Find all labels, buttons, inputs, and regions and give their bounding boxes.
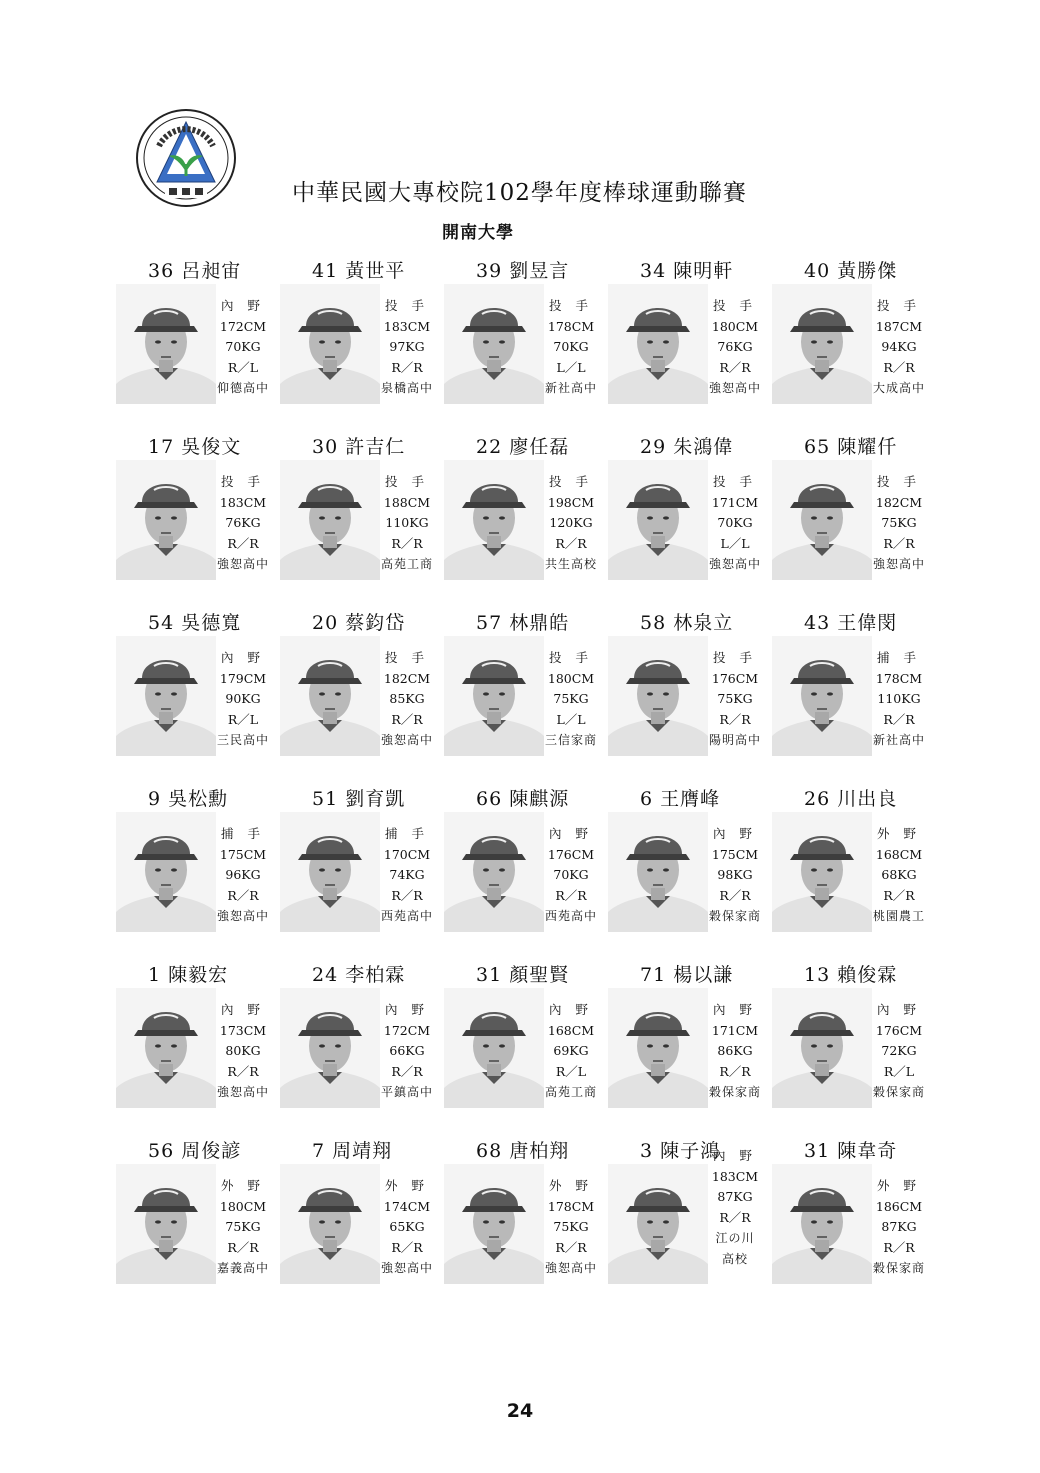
player-weight: 75KG <box>225 1219 261 1234</box>
player-bats-throws: R／R <box>227 887 259 903</box>
player-position: 外 野 <box>221 1178 265 1193</box>
player-info <box>210 824 276 927</box>
player-name: 43 王偉閔 <box>804 612 898 634</box>
player-photo <box>772 284 872 404</box>
player-bats-throws: R／R <box>227 1239 259 1255</box>
player-name: 3 陳子鴻 <box>640 1140 721 1162</box>
player-bats-throws: R／R <box>391 711 423 727</box>
player-bats-throws: R／R <box>883 1239 915 1255</box>
player-weight: 76KG <box>717 339 753 354</box>
player-info <box>374 648 440 751</box>
player-weight: 74KG <box>389 867 425 882</box>
player-weight: 65KG <box>389 1219 425 1234</box>
player-info <box>866 1176 932 1279</box>
player-info <box>210 1000 276 1103</box>
player-photo <box>444 284 544 404</box>
player-bats-throws: R／R <box>883 359 915 375</box>
player-info <box>538 824 604 927</box>
player-info <box>702 648 768 751</box>
player-bats-throws: R／L <box>227 359 259 375</box>
player-position: 內 野 <box>221 298 265 313</box>
player-school: 強恕高中 <box>380 733 433 747</box>
player-info <box>702 1000 768 1103</box>
player-position: 捕 手 <box>877 650 921 665</box>
player-photo <box>772 460 872 580</box>
player-card <box>764 952 928 1128</box>
player-bats-throws: R／R <box>391 535 423 551</box>
player-card <box>108 776 272 952</box>
player-info <box>538 1000 604 1103</box>
roster-row <box>108 776 938 952</box>
player-photo <box>116 460 216 580</box>
player-info <box>702 1146 768 1269</box>
player-position: 投 手 <box>385 650 429 665</box>
player-photo <box>444 1164 544 1284</box>
player-card <box>600 776 764 952</box>
player-position: 投 手 <box>549 298 593 313</box>
player-card <box>108 952 272 1128</box>
roster-row <box>108 248 938 424</box>
player-info <box>702 296 768 399</box>
player-photo <box>772 812 872 932</box>
player-photo <box>608 988 708 1108</box>
roster-row <box>108 600 938 776</box>
player-card <box>272 1128 436 1304</box>
player-card <box>764 776 928 952</box>
roster-row <box>108 424 938 600</box>
player-info <box>866 472 932 575</box>
player-bats-throws: R／R <box>555 887 587 903</box>
player-info <box>538 648 604 751</box>
player-height: 183CM <box>383 318 431 334</box>
player-name: 20 蔡鈞岱 <box>312 612 406 634</box>
player-weight: 120KG <box>549 515 593 530</box>
player-height: 179CM <box>219 670 267 686</box>
player-info <box>702 824 768 927</box>
player-info <box>210 648 276 751</box>
team-name: 開南大學 <box>442 223 514 243</box>
player-school: 三信家商 <box>544 733 597 747</box>
player-card <box>600 1128 764 1304</box>
player-school: 強恕高中 <box>216 1085 269 1099</box>
player-card <box>436 952 600 1128</box>
player-photo <box>280 284 380 404</box>
player-card <box>436 424 600 600</box>
player-school: 仰德高中 <box>216 381 269 395</box>
player-photo <box>608 812 708 932</box>
player-card <box>272 424 436 600</box>
player-name: 51 劉育凱 <box>312 788 406 810</box>
player-position: 投 手 <box>713 298 757 313</box>
player-height: 182CM <box>875 494 923 510</box>
player-photo <box>772 988 872 1108</box>
player-height: 175CM <box>711 846 759 862</box>
player-name: 65 陳耀仟 <box>804 436 898 458</box>
roster-row <box>108 952 938 1128</box>
player-school: 西苑高中 <box>380 909 433 923</box>
player-photo <box>116 636 216 756</box>
player-bats-throws: R／R <box>719 359 751 375</box>
player-photo <box>772 1164 872 1284</box>
player-photo <box>280 1164 380 1284</box>
player-info <box>374 296 440 399</box>
player-card <box>436 600 600 776</box>
player-info <box>374 1000 440 1103</box>
player-weight: 87KG <box>717 1189 753 1204</box>
player-weight: 110KG <box>385 515 429 530</box>
player-card <box>764 600 928 776</box>
player-photo <box>280 636 380 756</box>
player-card <box>272 248 436 424</box>
player-info <box>374 472 440 575</box>
player-height: 178CM <box>547 318 595 334</box>
player-position: 投 手 <box>385 298 429 313</box>
player-position: 外 野 <box>549 1178 593 1193</box>
player-bats-throws: R／R <box>883 535 915 551</box>
player-bats-throws: L／L <box>720 535 750 551</box>
player-name: 66 陳麒源 <box>476 788 570 810</box>
player-school: 穀保家商 <box>872 1261 925 1275</box>
roster-row <box>108 1128 938 1304</box>
player-bats-throws: R／R <box>227 1063 259 1079</box>
player-position: 內 野 <box>221 650 265 665</box>
player-height: 183CM <box>711 1168 759 1184</box>
player-position: 內 野 <box>221 1002 265 1017</box>
player-school: 強恕高中 <box>708 557 761 571</box>
player-name: 68 唐柏翔 <box>476 1140 570 1162</box>
player-weight: 80KG <box>225 1043 261 1058</box>
player-height: 180CM <box>547 670 595 686</box>
player-bats-throws: R／R <box>391 887 423 903</box>
player-weight: 69KG <box>553 1043 589 1058</box>
player-info <box>374 824 440 927</box>
player-photo <box>444 812 544 932</box>
player-weight: 87KG <box>881 1219 917 1234</box>
player-bats-throws: R／R <box>883 711 915 727</box>
player-name: 24 李柏霖 <box>312 964 406 986</box>
player-weight: 66KG <box>389 1043 425 1058</box>
player-name: 39 劉昱言 <box>476 260 570 282</box>
player-height: 171CM <box>711 494 759 510</box>
player-info <box>866 1000 932 1103</box>
player-info <box>374 1176 440 1279</box>
player-photo <box>444 460 544 580</box>
player-position: 投 手 <box>713 474 757 489</box>
player-bats-throws: R／R <box>391 1063 423 1079</box>
player-height: 182CM <box>383 670 431 686</box>
player-info <box>866 296 932 399</box>
player-card <box>600 248 764 424</box>
player-school: 穀保家商 <box>872 1085 925 1099</box>
player-position: 投 手 <box>877 474 921 489</box>
player-card <box>272 600 436 776</box>
player-weight: 75KG <box>553 691 589 706</box>
player-height: 198CM <box>547 494 595 510</box>
player-info <box>210 472 276 575</box>
player-card <box>108 1128 272 1304</box>
player-weight: 110KG <box>877 691 921 706</box>
player-name: 29 朱鴻偉 <box>640 436 734 458</box>
player-info <box>538 296 604 399</box>
player-school: 強恕高中 <box>380 1261 433 1275</box>
player-position: 內 野 <box>877 1002 921 1017</box>
player-bats-throws: R／R <box>719 1209 751 1225</box>
player-height: 171CM <box>711 1022 759 1038</box>
player-card <box>600 952 764 1128</box>
player-bats-throws: R／R <box>719 1063 751 1079</box>
player-card <box>272 776 436 952</box>
player-height: 175CM <box>219 846 267 862</box>
player-photo <box>608 284 708 404</box>
player-height: 176CM <box>711 670 759 686</box>
player-weight: 70KG <box>225 339 261 354</box>
player-photo <box>280 460 380 580</box>
player-school-line2: 高校 <box>721 1251 748 1266</box>
player-weight: 75KG <box>553 1219 589 1234</box>
player-weight: 86KG <box>717 1043 753 1058</box>
player-weight: 72KG <box>881 1043 917 1058</box>
player-weight: 98KG <box>717 867 753 882</box>
player-bats-throws: R／R <box>555 1239 587 1255</box>
player-name: 30 許吉仁 <box>312 436 406 458</box>
player-name: 31 陳韋奇 <box>804 1140 898 1162</box>
player-school: 三民高中 <box>216 733 269 747</box>
player-weight: 75KG <box>717 691 753 706</box>
player-name: 9 吳松勳 <box>148 788 229 810</box>
player-bats-throws: R／R <box>391 359 423 375</box>
player-school: 高苑工商 <box>544 1085 597 1099</box>
player-card <box>764 424 928 600</box>
player-school: 強恕高中 <box>216 557 269 571</box>
player-position: 捕 手 <box>221 826 265 841</box>
logo-icon <box>135 108 237 208</box>
player-info <box>210 1176 276 1279</box>
player-card <box>108 424 272 600</box>
document-title: 中華民國大專校院102學年度棒球運動聯賽 <box>292 180 747 206</box>
player-info <box>866 648 932 751</box>
player-bats-throws: R／L <box>227 711 259 727</box>
player-school: 強恕高中 <box>216 909 269 923</box>
player-height: 173CM <box>219 1022 267 1038</box>
player-position: 內 野 <box>385 1002 429 1017</box>
page-number: 24 <box>506 1400 534 1422</box>
player-name: 13 賴俊霖 <box>804 964 898 986</box>
player-weight: 94KG <box>881 339 917 354</box>
player-height: 187CM <box>875 318 923 334</box>
player-weight: 75KG <box>881 515 917 530</box>
player-name: 36 呂昶宙 <box>148 260 242 282</box>
player-card <box>436 248 600 424</box>
player-name: 26 川出良 <box>804 788 898 810</box>
player-photo <box>444 988 544 1108</box>
player-weight: 70KG <box>717 515 753 530</box>
player-height: 168CM <box>547 1022 595 1038</box>
player-card <box>600 600 764 776</box>
player-position: 投 手 <box>549 650 593 665</box>
player-name: 31 顏聖賢 <box>476 964 570 986</box>
player-school: 新社高中 <box>872 733 925 747</box>
player-height: 168CM <box>875 846 923 862</box>
player-info <box>702 472 768 575</box>
player-photo <box>444 636 544 756</box>
player-card <box>108 248 272 424</box>
player-info <box>866 824 932 927</box>
player-name: 58 林泉立 <box>640 612 734 634</box>
player-weight: 85KG <box>389 691 425 706</box>
player-position: 內 野 <box>549 826 593 841</box>
player-name: 56 周俊諺 <box>148 1140 242 1162</box>
player-name: 6 王膺峰 <box>640 788 721 810</box>
player-school: 穀保家商 <box>708 1085 761 1099</box>
player-weight: 70KG <box>553 339 589 354</box>
player-name: 17 吳俊文 <box>148 436 242 458</box>
player-name: 57 林鼎皓 <box>476 612 570 634</box>
player-photo <box>608 636 708 756</box>
player-position: 捕 手 <box>385 826 429 841</box>
player-weight: 68KG <box>881 867 917 882</box>
player-card <box>764 1128 928 1304</box>
player-school: 江の川 <box>715 1231 755 1245</box>
player-card <box>436 1128 600 1304</box>
player-school: 平鎮高中 <box>380 1085 433 1099</box>
player-position: 內 野 <box>713 1002 757 1017</box>
player-card <box>436 776 600 952</box>
player-weight: 90KG <box>225 691 261 706</box>
player-name: 40 黃勝傑 <box>804 260 898 282</box>
player-position: 投 手 <box>221 474 265 489</box>
player-school: 陽明高中 <box>708 733 761 747</box>
player-position: 外 野 <box>385 1178 429 1193</box>
player-height: 178CM <box>547 1198 595 1214</box>
player-photo <box>608 460 708 580</box>
player-school: 高苑工商 <box>380 557 433 571</box>
player-height: 178CM <box>875 670 923 686</box>
player-bats-throws: R／R <box>227 535 259 551</box>
player-school: 桃園農工 <box>872 909 925 923</box>
player-bats-throws: L／L <box>556 711 586 727</box>
player-photo <box>280 812 380 932</box>
player-info <box>538 1176 604 1279</box>
player-position: 投 手 <box>713 650 757 665</box>
player-name: 41 黃世平 <box>312 260 406 282</box>
player-height: 180CM <box>219 1198 267 1214</box>
player-photo <box>116 812 216 932</box>
player-weight: 96KG <box>225 867 261 882</box>
player-school: 泉橋高中 <box>380 381 433 395</box>
player-school: 強恕高中 <box>872 557 925 571</box>
player-photo <box>772 636 872 756</box>
player-photo <box>116 1164 216 1284</box>
player-photo <box>116 988 216 1108</box>
player-name: 34 陳明軒 <box>640 260 734 282</box>
player-photo <box>608 1164 708 1284</box>
player-school: 大成高中 <box>872 381 925 395</box>
player-card <box>272 952 436 1128</box>
player-position: 內 野 <box>713 1148 757 1163</box>
player-card <box>108 600 272 776</box>
player-height: 186CM <box>875 1198 923 1214</box>
player-school: 新社高中 <box>544 381 597 395</box>
player-position: 內 野 <box>549 1002 593 1017</box>
player-height: 183CM <box>219 494 267 510</box>
player-height: 172CM <box>219 318 267 334</box>
player-height: 180CM <box>711 318 759 334</box>
player-height: 176CM <box>547 846 595 862</box>
player-name: 71 楊以謙 <box>640 964 734 986</box>
player-name: 1 陳毅宏 <box>148 964 229 986</box>
player-info <box>210 296 276 399</box>
player-bats-throws: R／R <box>719 711 751 727</box>
player-bats-throws: R／R <box>555 535 587 551</box>
player-photo <box>280 988 380 1108</box>
player-weight: 76KG <box>225 515 261 530</box>
player-position: 外 野 <box>877 1178 921 1193</box>
player-position: 外 野 <box>877 826 921 841</box>
player-school: 強恕高中 <box>708 381 761 395</box>
player-height: 174CM <box>383 1198 431 1214</box>
player-card <box>764 248 928 424</box>
player-school: 強恕高中 <box>544 1261 597 1275</box>
player-card <box>600 424 764 600</box>
player-height: 170CM <box>383 846 431 862</box>
player-weight: 70KG <box>553 867 589 882</box>
player-bats-throws: R／R <box>883 887 915 903</box>
player-roster-grid <box>108 248 938 1304</box>
player-name: 54 吳德寬 <box>148 612 242 634</box>
player-height: 188CM <box>383 494 431 510</box>
player-school: 嘉義高中 <box>216 1261 269 1275</box>
player-school: 西苑高中 <box>544 909 597 923</box>
player-height: 176CM <box>875 1022 923 1038</box>
player-position: 投 手 <box>385 474 429 489</box>
player-position: 內 野 <box>713 826 757 841</box>
player-info <box>538 472 604 575</box>
player-bats-throws: R／R <box>719 887 751 903</box>
player-school: 共生高校 <box>544 557 597 571</box>
player-photo <box>116 284 216 404</box>
player-school: 穀保家商 <box>708 909 761 923</box>
player-bats-throws: R／R <box>391 1239 423 1255</box>
player-weight: 97KG <box>389 339 425 354</box>
player-name: 7 周靖翔 <box>312 1140 393 1162</box>
ministry-of-education-logo <box>135 108 237 208</box>
player-bats-throws: R／L <box>555 1063 587 1079</box>
player-height: 172CM <box>383 1022 431 1038</box>
player-name: 22 廖任磊 <box>476 436 570 458</box>
player-position: 投 手 <box>877 298 921 313</box>
player-bats-throws: R／L <box>883 1063 915 1079</box>
player-bats-throws: L／L <box>556 359 586 375</box>
player-position: 投 手 <box>549 474 593 489</box>
